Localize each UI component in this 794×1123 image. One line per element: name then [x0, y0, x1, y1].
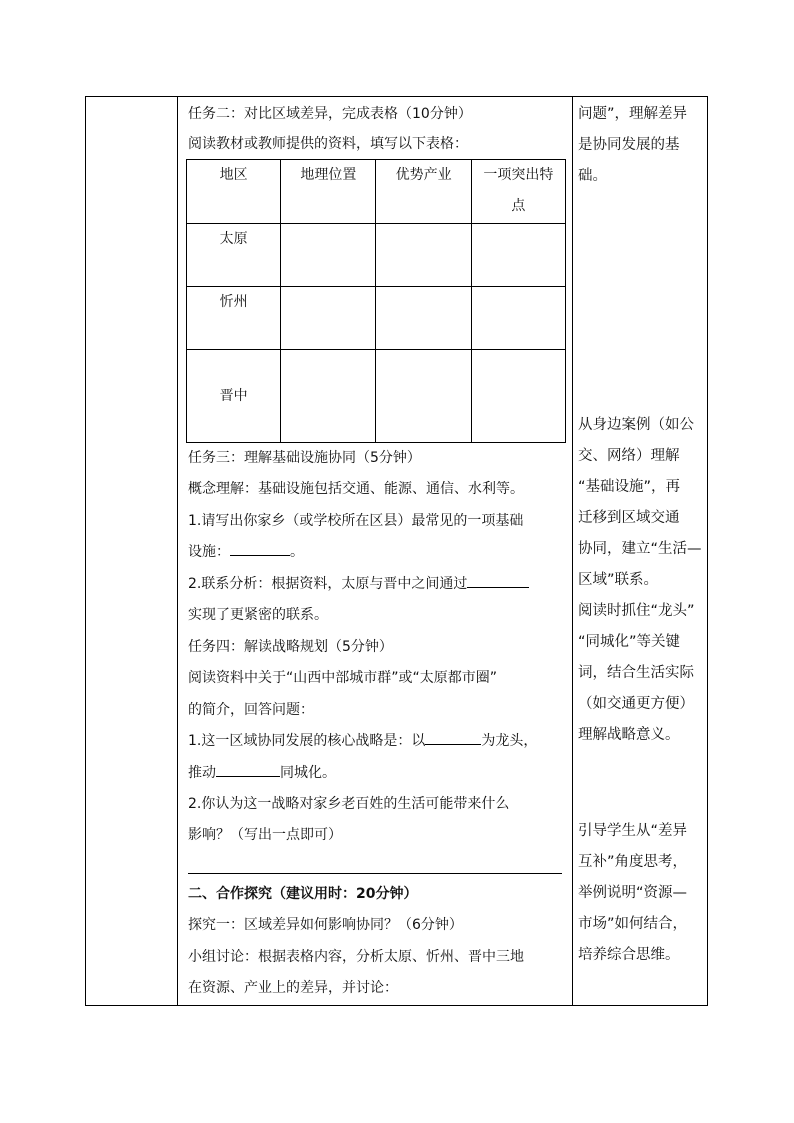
note2-line: “同城化”等关键: [578, 634, 681, 650]
task4-intro-line2: 的简介，回答问题：: [188, 702, 314, 718]
task4-intro-line1: 阅读资料中关于“山西中部城市群”或“太原都市圈”: [188, 670, 498, 686]
note3-line: 培养综合思维。: [578, 947, 680, 963]
task3-q2-text: 2.联系分析：根据资料，太原与晋中之间通过: [188, 576, 468, 592]
note2-line: 交、网络）理解: [578, 448, 680, 464]
table-row: [187, 350, 566, 443]
note1-line: 是协同发展的基: [578, 137, 680, 153]
task3-q1-line1: 1.请写出你家乡（或学校所在区县）最常见的一项基础: [188, 513, 524, 529]
input-cell[interactable]: [376, 287, 471, 350]
note2-line: 阅读时抓住“龙头”: [578, 603, 695, 619]
task4-q1-suffix: 为龙头，: [481, 733, 538, 749]
input-cell[interactable]: [471, 287, 565, 350]
task3-q1-line2: [188, 537, 304, 568]
task3-q1-prefix: 设施：: [188, 544, 230, 560]
note2-line: “基础设施”，再: [578, 479, 681, 495]
row-label-xinzhou: 忻州: [187, 287, 281, 350]
inquiry1-line1: 小组讨论：根据表格内容，分析太原、忻州、晋中三地: [188, 949, 524, 965]
task4-q2-line1: 2.你认为这一战略对家乡老百姓的生活可能带来什么: [188, 796, 510, 812]
table-header-row: [187, 160, 566, 224]
input-cell[interactable]: [281, 350, 376, 443]
note1-line: 础。: [578, 168, 607, 184]
note1-line: 问题”，理解差异: [578, 106, 688, 122]
task4-q2-line2: 影响？（写出一点即可）: [188, 827, 342, 843]
header-feature-line2: 点: [511, 198, 526, 214]
note3-line: 引导学生从“差异: [578, 823, 688, 839]
task4-q1-prefix: 1.这一区域协同发展的核心战略是：以: [188, 733, 426, 749]
task3-q2-line1: [188, 569, 529, 600]
input-cell[interactable]: [471, 350, 565, 443]
task2-title: 任务二：对比区域差异，完成表格（10分钟）: [188, 106, 472, 122]
task4-q1-line2: [188, 758, 336, 789]
task3-title: 任务三：理解基础设施协同（5分钟）: [188, 450, 421, 466]
table-row: [187, 287, 566, 350]
note2-line: 区域”联系。: [578, 572, 659, 588]
input-cell[interactable]: [376, 224, 471, 287]
inquiry1-title: 探究一：区域差异如何影响协同？（6分钟）: [188, 917, 463, 933]
note2-line: 理解战略意义。: [578, 727, 680, 743]
header-region: 地区: [187, 160, 281, 224]
task2-instruction: 阅读教材或教师提供的资料，填写以下表格：: [188, 136, 468, 152]
answer-blank[interactable]: [230, 538, 290, 556]
task4-q1-prefix2: 推动: [188, 765, 216, 781]
note2-line: 从身边案例（如公: [578, 417, 694, 433]
task3-q2-line2: 实现了更紧密的联系。: [188, 607, 328, 623]
task3-q1-suffix: 。: [290, 544, 304, 560]
row-label-jinzhong: 晋中: [187, 350, 281, 443]
note2-line: 词，结合生活实际: [578, 665, 694, 681]
task4-q1-suffix2: 同城化。: [280, 765, 336, 781]
answer-blank[interactable]: [467, 570, 529, 588]
note2-line: （如交通更方便）: [578, 696, 694, 712]
input-cell[interactable]: [281, 287, 376, 350]
column-divider-left: [177, 97, 178, 1005]
note3-line: 互补”角度思考，: [578, 854, 688, 870]
header-location: 地理位置: [281, 160, 376, 224]
task4-title: 任务四：解读战略规划（5分钟）: [188, 639, 393, 655]
row-label-taiyuan: 太原: [187, 224, 281, 287]
input-cell[interactable]: [376, 350, 471, 443]
answer-blank[interactable]: [425, 727, 481, 745]
comparison-table: [186, 159, 566, 443]
note3-line: 市场”如何结合，: [578, 916, 688, 932]
note3-line: 举例说明“资源—: [578, 885, 688, 901]
note2-line: 协同，建立“生活—: [578, 541, 702, 557]
input-cell[interactable]: [471, 224, 565, 287]
header-feature-line1: 一项突出特: [483, 167, 554, 183]
lesson-plan-table: [85, 96, 708, 1006]
header-feature: [471, 160, 565, 224]
input-cell[interactable]: [281, 224, 376, 287]
task3-concept: 概念理解：基础设施包括交通、能源、通信、水利等。: [188, 481, 524, 497]
answer-line[interactable]: [188, 873, 562, 874]
answer-blank[interactable]: [216, 759, 280, 777]
header-industry: 优势产业: [376, 160, 471, 224]
inquiry1-line2: 在资源、产业上的差异，并讨论：: [188, 980, 398, 996]
column-divider-right: [572, 97, 573, 1005]
task4-q1-line1: [188, 726, 537, 757]
note2-line: 迁移到区域交通: [578, 510, 680, 526]
section2-title: 二、合作探究（建议用时：20分钟）: [188, 886, 418, 902]
table-row: [187, 224, 566, 287]
